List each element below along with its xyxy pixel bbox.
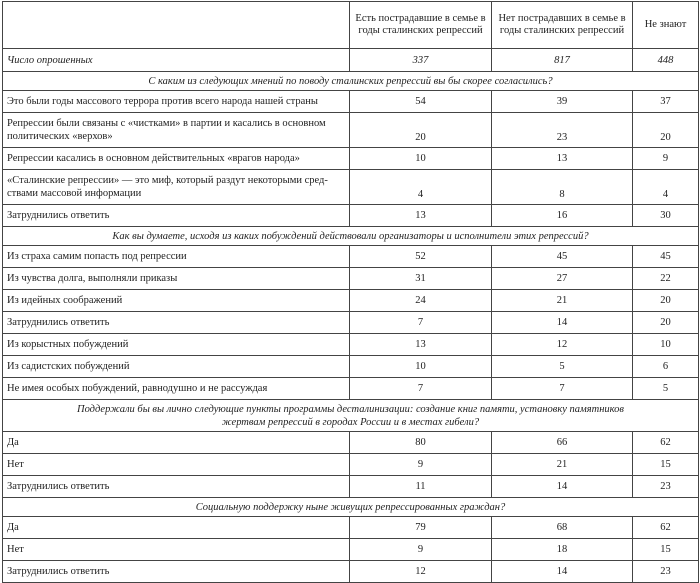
row-label: Затруднились ответить	[3, 312, 350, 334]
row-value: 14	[492, 476, 633, 498]
row-value: 23	[492, 113, 633, 148]
row-value: 8	[492, 170, 633, 205]
table-row	[3, 205, 699, 227]
row-value: 9	[350, 454, 492, 476]
row-value: 20	[350, 113, 492, 148]
survey-table	[2, 1, 699, 583]
row-label: «Сталинские репрессии» — это миф, который раздут некоторыми средствами массовой информации	[3, 170, 350, 205]
row-value: 4	[350, 170, 492, 205]
respondents-label: Число опрошенных	[3, 49, 350, 72]
row-value: 62	[633, 432, 699, 454]
row-value: 54	[350, 91, 492, 113]
row-value: 20	[633, 290, 699, 312]
table-row	[3, 246, 699, 268]
table-row	[3, 268, 699, 290]
row-label: Затруднились ответить	[3, 476, 350, 498]
row-value: 14	[492, 561, 633, 583]
row-value: 12	[492, 334, 633, 356]
row-value: 13	[350, 205, 492, 227]
row-value: 13	[350, 334, 492, 356]
row-value: 7	[492, 378, 633, 400]
row-value: 66	[492, 432, 633, 454]
row-value: 15	[633, 539, 699, 561]
table-row	[3, 148, 699, 170]
section-question: Как вы думаете, исходя из каких побуждений действовали организаторы и исполнители этих репрессий?	[3, 227, 699, 246]
section-question: Поддержали бы вы лично следующие пункты программы десталинизации: создание книг памяти, установку памятников жертвам репрессий в городах России и в местах гибели?	[3, 400, 699, 432]
row-value: 23	[633, 561, 699, 583]
table-row	[3, 476, 699, 498]
row-value: 52	[350, 246, 492, 268]
header-row	[3, 2, 699, 49]
respondents-row	[3, 49, 699, 72]
row-value: 62	[633, 517, 699, 539]
table-row	[3, 561, 699, 583]
respondents-value: 817	[492, 49, 633, 72]
header-blank	[3, 2, 350, 49]
header-no-victims: Нет пострадавших в семье в годы сталинских репрессий	[492, 2, 633, 49]
row-label: Да	[3, 432, 350, 454]
row-value: 14	[492, 312, 633, 334]
respondents-value: 337	[350, 49, 492, 72]
row-value: 9	[633, 148, 699, 170]
row-label: Из идейных соображений	[3, 290, 350, 312]
row-value: 21	[492, 454, 633, 476]
row-label: Из страха самим попасть под репрессии	[3, 246, 350, 268]
row-value: 9	[350, 539, 492, 561]
table-row	[3, 378, 699, 400]
table-row	[3, 356, 699, 378]
row-label: Нет	[3, 454, 350, 476]
row-value: 20	[633, 113, 699, 148]
header-victims-in-family: Есть пострадавшие в семье в годы сталинских репрессий	[350, 2, 492, 49]
table-row	[3, 334, 699, 356]
row-value: 10	[633, 334, 699, 356]
row-value: 21	[492, 290, 633, 312]
row-label: Затруднились ответить	[3, 561, 350, 583]
table-row	[3, 312, 699, 334]
row-value: 18	[492, 539, 633, 561]
table-row	[3, 517, 699, 539]
row-value: 7	[350, 312, 492, 334]
row-value: 7	[350, 378, 492, 400]
row-value: 23	[633, 476, 699, 498]
row-label: Не имея особых побуждений, равнодушно и не рассуждая	[3, 378, 350, 400]
row-value: 13	[492, 148, 633, 170]
row-value: 68	[492, 517, 633, 539]
row-value: 30	[633, 205, 699, 227]
table-row	[3, 539, 699, 561]
row-value: 11	[350, 476, 492, 498]
section-question: Социальную поддержку ныне живущих репрессированных граждан?	[3, 498, 699, 517]
table-row	[3, 91, 699, 113]
row-value: 6	[633, 356, 699, 378]
table-row	[3, 454, 699, 476]
row-value: 5	[633, 378, 699, 400]
row-value: 45	[633, 246, 699, 268]
row-value: 4	[633, 170, 699, 205]
row-value: 24	[350, 290, 492, 312]
row-value: 15	[633, 454, 699, 476]
row-value: 27	[492, 268, 633, 290]
row-value: 80	[350, 432, 492, 454]
table-row	[3, 170, 699, 205]
row-value: 12	[350, 561, 492, 583]
respondents-value: 448	[633, 49, 699, 72]
row-label: Из чувства долга, выполняли приказы	[3, 268, 350, 290]
row-label: Да	[3, 517, 350, 539]
table-row	[3, 113, 699, 148]
row-value: 45	[492, 246, 633, 268]
section-question-row	[3, 400, 699, 432]
row-value: 20	[633, 312, 699, 334]
row-value: 16	[492, 205, 633, 227]
row-value: 79	[350, 517, 492, 539]
row-label: Из корыстных побуждений	[3, 334, 350, 356]
row-label: Репрессии были связаны с «чистками» в партии и касались в основном политических «верхов»	[3, 113, 350, 148]
row-value: 22	[633, 268, 699, 290]
row-value: 10	[350, 148, 492, 170]
row-label: Репрессии касались в основном действительных «врагов народа»	[3, 148, 350, 170]
section-question-row	[3, 498, 699, 517]
row-value: 39	[492, 91, 633, 113]
section-question: С каким из следующих мнений по поводу сталинских репрессий вы бы скорее согласились?	[3, 72, 699, 91]
row-value: 10	[350, 356, 492, 378]
section-question-row	[3, 227, 699, 246]
row-label: Это были годы массового террора против всего народа нашей страны	[3, 91, 350, 113]
section-question-row	[3, 72, 699, 91]
row-value: 31	[350, 268, 492, 290]
table-row	[3, 290, 699, 312]
row-value: 5	[492, 356, 633, 378]
row-label: Нет	[3, 539, 350, 561]
row-value: 37	[633, 91, 699, 113]
row-label: Из садистских побуждений	[3, 356, 350, 378]
header-dont-know: Не знают	[633, 2, 699, 49]
table-row	[3, 432, 699, 454]
row-label: Затруднились ответить	[3, 205, 350, 227]
